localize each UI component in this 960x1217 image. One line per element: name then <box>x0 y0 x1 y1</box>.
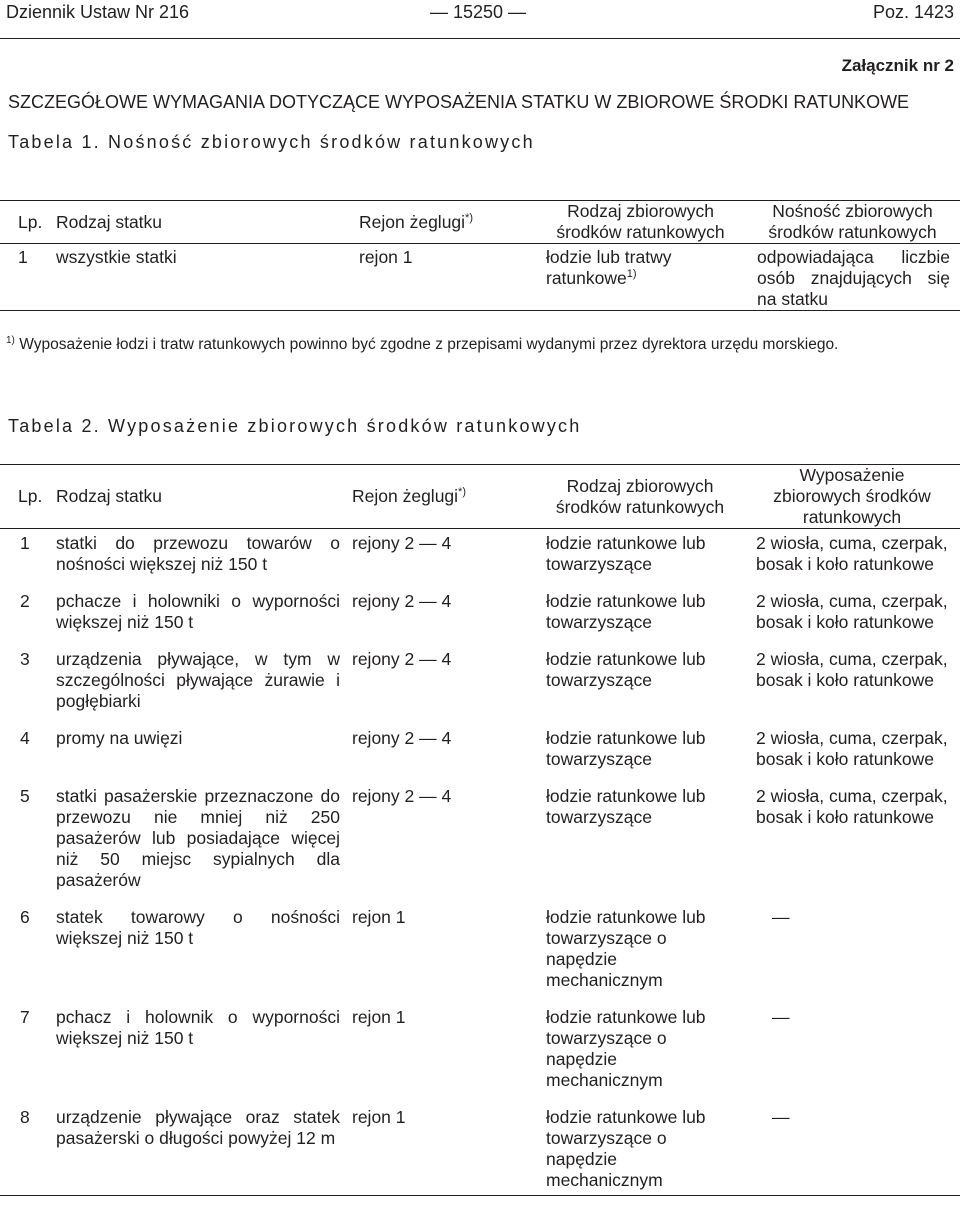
table2-row-type-text: urządzenia pływające, w tym w szczególności pływające żurawie i pogłębiarki <box>56 649 340 711</box>
page-header <box>0 0 960 39</box>
table2-title: Tabela 2. Wyposażenie zbiorowych środków ratunkowych <box>8 416 582 436</box>
table2-row-val-text: 2 wiosła, cuma, czerpak, bosak i koło ratunkowe <box>756 728 948 769</box>
table2-row-lp <box>0 1103 48 1196</box>
table2-row-type <box>48 587 344 645</box>
table2-row-zone-text: rejony 2 — 4 <box>352 728 452 748</box>
table2-row-zone <box>344 1103 536 1196</box>
table-row <box>0 587 960 645</box>
table2-row-val <box>744 724 960 782</box>
table1-header-zone: Rejon żeglugi*) <box>351 201 536 244</box>
table2-row-type-text: pchacze i holowniki o wyporności większej niż 150 t <box>56 591 340 632</box>
table2-row-val <box>744 587 960 645</box>
table2-row-kind <box>536 1103 744 1196</box>
table2-row-type <box>48 903 344 1003</box>
table-row <box>0 1103 960 1196</box>
table2-row-lp <box>0 903 48 1003</box>
table2-row-lp-text: 5 <box>20 786 30 806</box>
table1-row-lp: 1 <box>0 244 48 311</box>
table2-row-type-text: statek towarowy o nośności większej niż 150 t <box>56 907 340 948</box>
table2-row-val <box>744 782 960 903</box>
table2-row-kind <box>536 903 744 1003</box>
footnote-mark: 1) <box>6 334 15 346</box>
table-row <box>0 724 960 782</box>
table2-row-kind <box>536 1003 744 1103</box>
table2-row-zone-text: rejony 2 — 4 <box>352 786 452 806</box>
table2-row-val <box>744 645 960 724</box>
table2-row-zone-text: rejony 2 — 4 <box>352 591 452 611</box>
table2-row-zone <box>344 782 536 903</box>
table2-row-kind-text: łodzie ratunkowe lub towarzyszące <box>546 591 706 632</box>
table1-row-type: wszystkie statki <box>48 244 351 311</box>
table2-row-kind <box>536 529 744 588</box>
table2-row-kind-text: łodzie ratunkowe lub towarzyszące <box>546 728 706 769</box>
table2-header-row <box>0 465 960 529</box>
table1-footnote <box>6 336 838 354</box>
table1-header-type: Rodzaj statku <box>48 201 351 244</box>
table2-row-type-text: urządzenie pływające oraz statek pasażerski o długości powyżej 12 m <box>56 1107 340 1148</box>
table2-row-type <box>48 529 344 588</box>
table2-row-type <box>48 645 344 724</box>
table2-row-val <box>744 1003 960 1103</box>
page-number: — 15250 — <box>430 2 527 22</box>
table2-row-zone-text: rejon 1 <box>352 1007 406 1027</box>
table2-row-kind-text: łodzie ratunkowe lub towarzyszące o napędzie mechanicznym <box>546 1107 706 1190</box>
table2-row-zone-text: rejony 2 — 4 <box>352 533 452 553</box>
table2-row-lp-text: 3 <box>20 649 30 669</box>
table2-row-type <box>48 1103 344 1196</box>
table2-row-type <box>48 1003 344 1103</box>
table2-row-lp <box>0 782 48 903</box>
table2-row-lp-text: 6 <box>20 907 30 927</box>
table2-row-lp-text: 8 <box>20 1107 30 1127</box>
table2-row-val <box>744 903 960 1003</box>
table2-row-kind-text: łodzie ratunkowe lub towarzyszące o napędzie mechanicznym <box>546 907 706 990</box>
table2-row-kind-text: łodzie ratunkowe lub towarzyszące <box>546 649 706 690</box>
table2-row-kind <box>536 782 744 903</box>
table2-row-zone <box>344 529 536 588</box>
table2-row-kind-text: łodzie ratunkowe lub towarzyszące <box>546 786 706 827</box>
table1-header-val: Nośność zbiorowych środków ratunkowych <box>745 201 960 244</box>
table2-row-zone <box>344 1003 536 1103</box>
table2-header-val: Wyposażenie zbiorowych środków ratunkowych <box>744 465 960 529</box>
table2-row-kind <box>536 645 744 724</box>
footnote-text: Wyposażenie łodzi i tratw ratunkowych powinno być zgodne z przepisami wydanymi przez dyrektora urzędu morskiego. <box>19 336 839 353</box>
table2-row-lp <box>0 645 48 724</box>
table2-row-zone <box>344 724 536 782</box>
table2-row-val-text: 2 wiosła, cuma, czerpak, bosak i koło ratunkowe <box>756 649 948 690</box>
table2-row-lp-text: 4 <box>20 728 30 748</box>
table1-zone-footnote-mark: *) <box>465 211 473 224</box>
table1-kind-footnote-mark: 1) <box>626 268 637 281</box>
table2-header-type: Rodzaj statku <box>48 465 344 529</box>
table2-row-lp-text: 1 <box>20 533 30 553</box>
table2-row-val-text: — <box>772 1007 790 1027</box>
table2-body <box>0 529 960 1196</box>
table2-header-kind: Rodzaj zbiorowych środków ratunkowych <box>536 465 744 529</box>
table2-row-type-text: pchacz i holownik o wyporności większej niż 150 t <box>56 1007 340 1048</box>
table2-row-lp <box>0 529 48 588</box>
table2-row-type-text: statki pasażerskie przeznaczone do przewozu nie mniej niż 250 pasażerów lub posiadające więcej niż 50 miejsc sypialnych dla pasażerów <box>56 786 340 890</box>
table1-row-kind: łodzie lub tratwy ratunkowe$^{1)}$ <box>536 244 745 311</box>
table-row <box>0 529 960 588</box>
journal-name: Dziennik Ustaw Nr 216 <box>6 2 190 22</box>
table2-row-zone <box>344 903 536 1003</box>
table2 <box>0 464 960 1196</box>
table2-row-zone-text: rejon 1 <box>352 907 406 927</box>
table1 <box>0 200 960 311</box>
table2-row-val-text: 2 wiosła, cuma, czerpak, bosak i koło ratunkowe <box>756 533 948 574</box>
table-row <box>0 1003 960 1103</box>
position-number: Poz. 1423 <box>872 2 954 22</box>
table2-row-lp-text: 7 <box>20 1007 30 1027</box>
table2-row-val <box>744 1103 960 1196</box>
table2-row-lp <box>0 1003 48 1103</box>
table2-header-zone: Rejon żeglugi*) <box>344 465 536 529</box>
table2-row-zone-text: rejony 2 — 4 <box>352 649 452 669</box>
table2-row-val-text: 2 wiosła, cuma, czerpak, bosak i koło ratunkowe <box>756 591 948 632</box>
table2-row-zone <box>344 587 536 645</box>
table-row <box>0 782 960 903</box>
table2-row-kind-text: łodzie ratunkowe lub towarzyszące <box>546 533 706 574</box>
table2-row-val-text: 2 wiosła, cuma, czerpak, bosak i koło ratunkowe <box>756 786 948 827</box>
table1-title: Tabela 1. Nośność zbiorowych środków ratunkowych <box>8 132 535 152</box>
table2-row-zone <box>344 645 536 724</box>
table1-row-val: odpowiadająca liczbie osób znajdujących się na statku <box>745 244 960 311</box>
table1-header-row <box>0 201 960 244</box>
table1-header-kind: Rodzaj zbiorowych środków ratunkowych <box>536 201 745 244</box>
table1-row-zone: rejon 1 <box>351 244 536 311</box>
table1-header-lp: Lp. <box>0 201 48 244</box>
table2-row-val <box>744 529 960 588</box>
table2-row-lp <box>0 724 48 782</box>
table2-row-val-text: — <box>772 1107 790 1127</box>
table2-row-lp-text: 2 <box>20 591 30 611</box>
table2-row-val-text: — <box>772 907 790 927</box>
table2-row-type-text: statki do przewozu towarów o nośności większej niż 150 t <box>56 533 340 574</box>
table2-zone-footnote-mark: *) <box>458 486 466 499</box>
table2-row-zone-text: rejon 1 <box>352 1107 406 1127</box>
table2-row-type <box>48 782 344 903</box>
table2-row-kind <box>536 724 744 782</box>
main-title: SZCZEGÓŁOWE WYMAGANIA DOTYCZĄCE WYPOSAŻENIA STATKU W ZBIOROWE ŚRODKI RATUNKOWE <box>8 92 910 112</box>
table2-row-lp <box>0 587 48 645</box>
table2-row-type-text: promy na uwięzi <box>56 728 183 748</box>
table-row <box>0 645 960 724</box>
annex-label: Załącznik nr 2 <box>841 56 954 75</box>
table2-header-lp: Lp. <box>0 465 48 529</box>
table-row <box>0 903 960 1003</box>
table-row <box>0 244 960 311</box>
table2-row-type <box>48 724 344 782</box>
table2-row-kind <box>536 587 744 645</box>
table2-row-kind-text: łodzie ratunkowe lub towarzyszące o napędzie mechanicznym <box>546 1007 706 1090</box>
